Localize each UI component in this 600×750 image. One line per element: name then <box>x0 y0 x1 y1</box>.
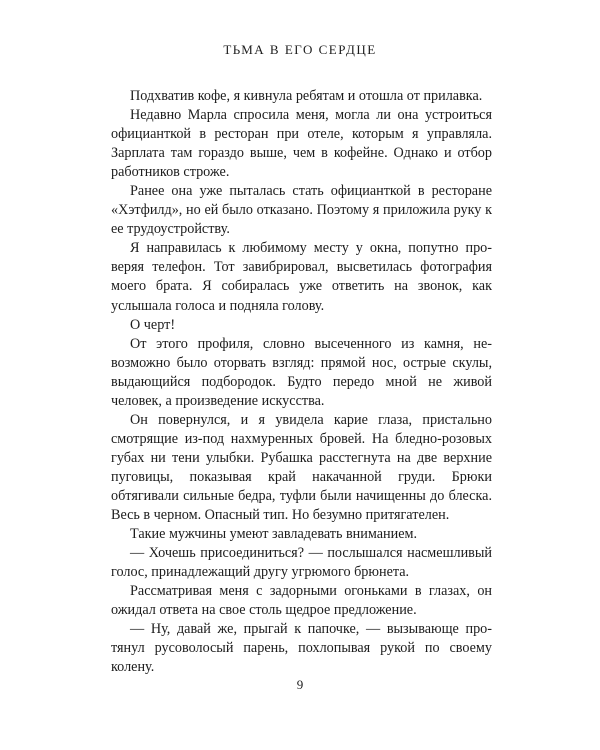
paragraph: Такие мужчины умеют завладевать вниманием. <box>130 526 418 543</box>
paragraph: Подхватив кофе, я кивнула ребятам и отошла от прилавка. <box>130 88 483 104</box>
paragraph: О черт! <box>130 316 176 333</box>
paragraph: — Хочешь присоединиться? — послышался насмешливый голос, принадлежащий другу угрюмого брюнета. <box>111 545 492 581</box>
running-head: ТЬМА В ЕГО СЕРДЦЕ <box>223 42 377 57</box>
body-text <box>111 87 492 677</box>
paragraph: От этого профиля, словно высеченного из камня, невозможно было оторвать взгляд: прямой нос, острые скулы, выдающийся подбородок. Будто передо мной не живой человек, а произведение искусства. <box>111 335 492 409</box>
paragraph: Недавно Марла спросила меня, могла ли она устроиться официанткой в ресторан при отеле, которым я управляла. Зарплата там гораздо выше, чем в кофейне. Однако и отбор работников строже. <box>111 107 492 181</box>
page-number: 9 <box>296 677 304 692</box>
paragraph: Он повернулся, и я увидела карие глаза, пристально смотрящие из-под нахмуренных бровей. На бледно-розовых губах ни тени улыбки. Рубашка расстегнута на две верхние пуговицы, показывая край накачанной груди. Брюки обтягивали сильные бедра, туфли были начищенны до блеска. Весь в черном. Опасный тип. Но безумно притягателен. <box>111 411 492 524</box>
paragraph: Ранее она уже пыталась стать официанткой в ресторане «Хэтфилд», но ей было отказано. Поэтому я приложила руку к ее трудоустройству. <box>111 183 492 238</box>
paragraph: Я направилась к любимому месту у окна, попутно проверяя телефон. Тот завибрировал, высветилась фотография моего брата. Я собиралась уже ответить на звонок, как услышала голоса и подняла голову. <box>111 240 492 314</box>
paragraph: — Ну, давай же, прыгай к папочке, — вызывающе протянул русоволосый парень, похлопывая рукой по своему колену. <box>111 621 492 676</box>
paragraph: Рассматривая меня с задорными огоньками в глазах, он ожидал ответа на свое столь щедрое предложение. <box>111 583 492 619</box>
